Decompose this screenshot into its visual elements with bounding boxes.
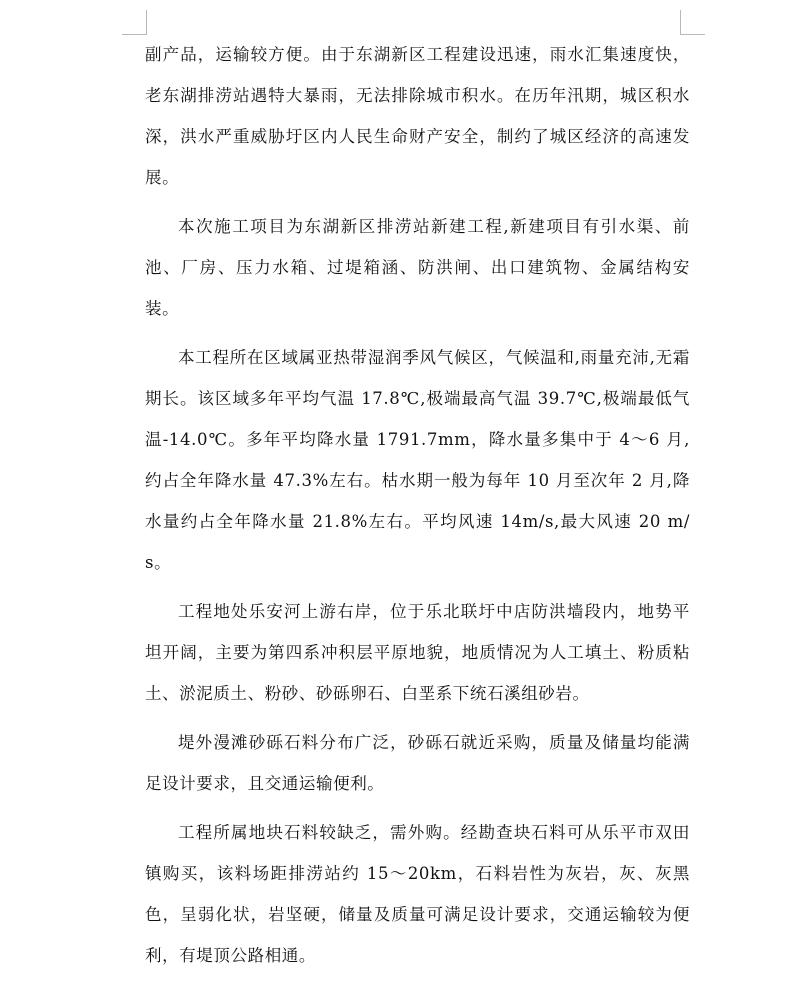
paragraph-gravel-materials: 堤外漫滩砂砾石料分布广泛，砂砾石就近采购，质量及储量均能满足设计要求，且交通运输便利。 [145, 733, 690, 793]
crop-mark-top-right [680, 10, 705, 35]
paragraph-climate: 本工程所在区域属亚热带湿润季风气候区，气候温和,雨量充沛,无霜期长。该区域多年平均气温 17.8℃,极端最高气温 39.7℃,极端最低气温-14.0℃。多年平均降水量 1791.7mm，降水量多集中于 4～6 月,约占全年降水量 47.3%左右。枯水期一般为每年 10 月至次年 2 月,降水量约占全年降水量 21.8%左右。平均风速 14m/s,最大风速 20 m/s。 [145, 348, 690, 572]
paragraph-geology: 工程地处乐安河上游右岸，位于乐北联圩中店防洪墙段内，地势平坦开阔，主要为第四系冲积层平原地貌，地质情况为人工填土、粉质粘土、淤泥质土、粉砂、砂砾卵石、白垩系下统石溪组砂岩。 [145, 602, 690, 703]
paragraph-stone-materials: 工程所属地块石料较缺乏，需外购。经勘查块石料可从乐平市双田镇购买，该料场距排涝站约 15～20km，石料岩性为灰岩，灰、灰黑色，呈弱化状，岩坚硬，储量及质量可满足设计要求，交通运输较为便利，有堤顶公路相通。 [145, 823, 690, 965]
paragraph-project-scope: 本次施工项目为东湖新区排涝站新建工程,新建项目有引水渠、前池、厂房、压力水箱、过堤箱涵、防洪闸、出口建筑物、金属结构安装。 [145, 217, 690, 318]
document-body [145, 34, 690, 984]
crop-mark-top-left [122, 10, 147, 35]
paragraph-byproduct-transport: 副产品，运输较方便。由于东湖新区工程建设迅速，雨水汇集速度快，老东湖排涝站遇特大暴雨，无法排除城市积水。在历年汛期，城区积水深，洪水严重威胁圩区内人民生命财产安全，制约了城区经济的高速发展。 [145, 45, 690, 187]
